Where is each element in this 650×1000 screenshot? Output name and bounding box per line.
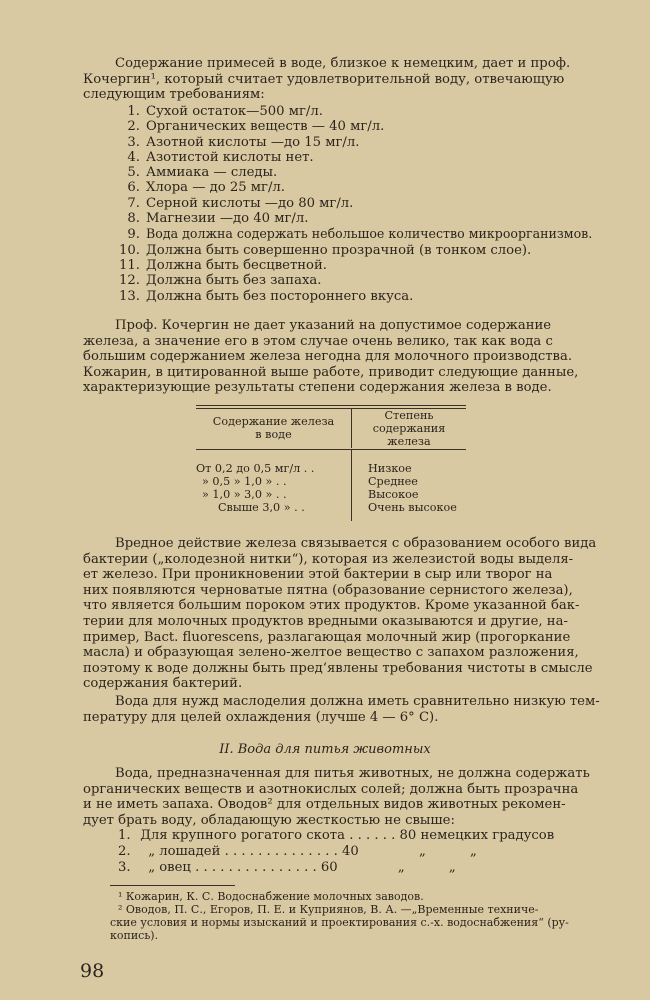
item-number: 5. [127, 165, 140, 181]
page-number: 98 [80, 960, 105, 982]
header-line: железа [387, 435, 431, 448]
header-line: Степень [384, 409, 434, 422]
text-line: характеризующие результаты степени содержания железа в воде. [83, 380, 552, 396]
row-number: 3. [118, 860, 131, 875]
text-line: Кочергин¹, который считает удовлетворительной воду, отвечающую [83, 71, 565, 87]
item-text: Магнезии —до 40 мг/л. [146, 211, 309, 227]
item-text: Должна быть бесцветной. [146, 257, 327, 273]
item-number: 1. [127, 104, 140, 119]
hardness-value: 40 [341, 844, 359, 859]
text-line: ет железо. При проникновении этой бактерии в сыр или творог на [83, 567, 553, 583]
list-item [118, 135, 592, 150]
text-line: Кожарин, в цитированной выше работе, приводит следующие данные, [83, 364, 579, 380]
table-top-rule [196, 405, 466, 406]
footnote-continuation: копись). [110, 929, 159, 942]
item-number: 13. [119, 288, 140, 304]
item-text: Органических веществ — 40 мг/л. [146, 119, 385, 135]
list-item [118, 226, 592, 242]
item-text: Серной кислоты —до 80 мг/л. [146, 195, 354, 211]
footnote-continuation: ские условия и нормы изысканий и проектирования с.-х. водоснабжения“ (ру- [110, 916, 569, 929]
text-line: пример, Bact. fluorescens, разлагающая молочный жир (прогоркание [83, 629, 571, 645]
table-row [202, 475, 287, 488]
leader-dots: . . . . . . . . . . . . . . [224, 844, 338, 859]
item-text: Аммиака — следы. [146, 165, 278, 181]
bacteria-paragraph [83, 536, 623, 692]
animal-label: Для крупного рогатого скота [140, 828, 345, 843]
item-number: 11. [119, 257, 140, 273]
header-line: содержания [372, 422, 446, 435]
table-column-divider [351, 449, 352, 521]
hardness-value: 60 [320, 860, 338, 875]
header-line: Содержание железа [212, 415, 335, 428]
level-cell: Среднее [368, 475, 418, 488]
footnotes [110, 890, 622, 942]
item-number: 12. [119, 273, 140, 289]
text-line: Содержание примесей в воде, близкое к немецким, дает и проф. [115, 56, 571, 71]
text-line: и не иметь запаха. Оводов² для отдельных видов животных рекомен- [83, 797, 566, 813]
list-item [118, 119, 592, 134]
item-text: Хлора — до 25 мг/л. [146, 180, 285, 196]
list-item [118, 165, 592, 180]
list-item [118, 289, 592, 304]
row-number: 2. [118, 844, 131, 859]
list-item [118, 273, 592, 288]
text-line: дует брать воду, обладающую жесткостью не свыше: [83, 812, 455, 828]
table-row-level [368, 462, 412, 475]
animal-label: „ овец [148, 860, 191, 875]
item-text: Должна быть без постороннего вкуса. [146, 288, 414, 304]
item-number: 8. [127, 211, 140, 227]
animal-label: „ лошадей [148, 844, 221, 859]
item-number: 4. [127, 149, 140, 165]
item-number: 10. [119, 242, 140, 258]
text-line: содержания бактерий. [83, 676, 243, 692]
text-line: них появляются черноватые пятна (образование сернистого железа), [83, 582, 573, 598]
item-text: Вода должна содержать небольшое количество микроорганизмов. [146, 226, 593, 242]
hardness-unit: „ „ [418, 844, 477, 859]
item-number: 2. [127, 119, 140, 135]
item-number: 7. [127, 195, 140, 211]
list-item [118, 104, 592, 119]
range-cell: » 0,5 » 1,0 » . . [202, 475, 287, 488]
text-line: поэтому к воде должны быть пред‘явлены требования чистоты в смысле [83, 660, 593, 676]
item-text: Азотистой кислоты нет. [146, 149, 314, 165]
text-line: следующим требованиям: [83, 87, 265, 103]
item-number: 3. [127, 134, 140, 150]
level-cell: Очень высокое [368, 501, 457, 514]
item-text: Сухой остаток—500 мг/л. [146, 104, 323, 119]
range-cell: » 1,0 » 3,0 » . . [202, 488, 287, 501]
text-line: Проф. Кочергин не дает указаний на допустимое содержание [115, 318, 552, 333]
requirements-list [118, 104, 592, 304]
text-line: масла) и образующая зелено-желтое вещество с запахом разложения, [83, 645, 579, 661]
intro-paragraph [83, 56, 623, 103]
item-text: Должна быть совершенно прозрачной (в тонком слое). [146, 242, 532, 258]
item-number: 9. [127, 227, 140, 243]
hardness-row [118, 860, 456, 875]
header-line: в воде [255, 428, 292, 441]
table-row-level [368, 501, 457, 514]
hardness-unit: немецких градусов [420, 828, 555, 843]
range-cell: Свыше 3,0 » . . [218, 501, 305, 514]
table-header-col2 [352, 409, 466, 448]
text-line: Вода, предназначенная для питья животных, не должна содержать [115, 766, 590, 781]
hardness-value: 80 [399, 828, 417, 843]
text-line: органических веществ и азотнокислых солей; должна быть прозрачна [83, 781, 579, 797]
iron-paragraph [83, 318, 623, 396]
list-item [118, 243, 592, 258]
hardness-unit: „ „ [397, 860, 456, 875]
animals-paragraph [83, 766, 623, 828]
item-number: 6. [127, 180, 140, 196]
text-line: Вода для нужд маслоделия должна иметь сравнительно низкую тем- [115, 694, 600, 709]
hardness-row [118, 844, 477, 859]
table-header-rule [196, 449, 466, 450]
list-item [118, 258, 592, 273]
footnote: ¹ Кожарин, К. С. Водоснабжение молочных заводов. [118, 890, 424, 903]
table-header-col1 [196, 415, 351, 441]
footnote: ² Оводов, П. С., Егоров, П. Е. и Куприянов, В. А. —„Временные техниче- [118, 903, 539, 916]
text-line: Вредное действие железа связывается с образованием особого вида [115, 536, 597, 551]
text-line: большим содержанием железа негодна для молочного производства. [83, 349, 573, 365]
list-item [118, 211, 592, 226]
table-row [202, 488, 287, 501]
table-row-level [368, 475, 418, 488]
section-heading: II. Вода для питья животных [219, 742, 431, 757]
table-row [196, 462, 314, 475]
hardness-row [118, 828, 554, 843]
list-item [118, 180, 592, 195]
text-line: бактерии („колодезной нитки“), которая из железистой воды выделя- [83, 551, 574, 567]
item-text: Должна быть без запаха. [146, 273, 322, 289]
row-number: 1. [118, 828, 131, 843]
text-line: что является большим пороком этих продуктов. Кроме указанной бак- [83, 598, 580, 614]
table-row [218, 501, 305, 514]
leader-dots: . . . . . . [349, 828, 396, 843]
table-row-level [368, 488, 418, 501]
temperature-paragraph [83, 694, 623, 725]
level-cell: Низкое [368, 462, 412, 475]
text-line: терии для молочных продуктов вредными оказываются и другие, на- [83, 613, 568, 629]
range-cell: От 0,2 до 0,5 мг/л . . [196, 462, 315, 475]
leader-dots: . . . . . . . . . . . . . . . [195, 860, 317, 875]
footnote-divider [110, 885, 235, 886]
list-item [118, 196, 592, 211]
item-text: Азотной кислоты —до 15 мг/л. [146, 134, 360, 150]
text-line: железа, а значение его в этом случае очень велико, так как вода с [83, 333, 553, 349]
text-line: пературу для целей охлаждения (лучше 4 — 6° С). [83, 709, 439, 725]
level-cell: Высокое [368, 488, 419, 501]
list-item [118, 150, 592, 165]
